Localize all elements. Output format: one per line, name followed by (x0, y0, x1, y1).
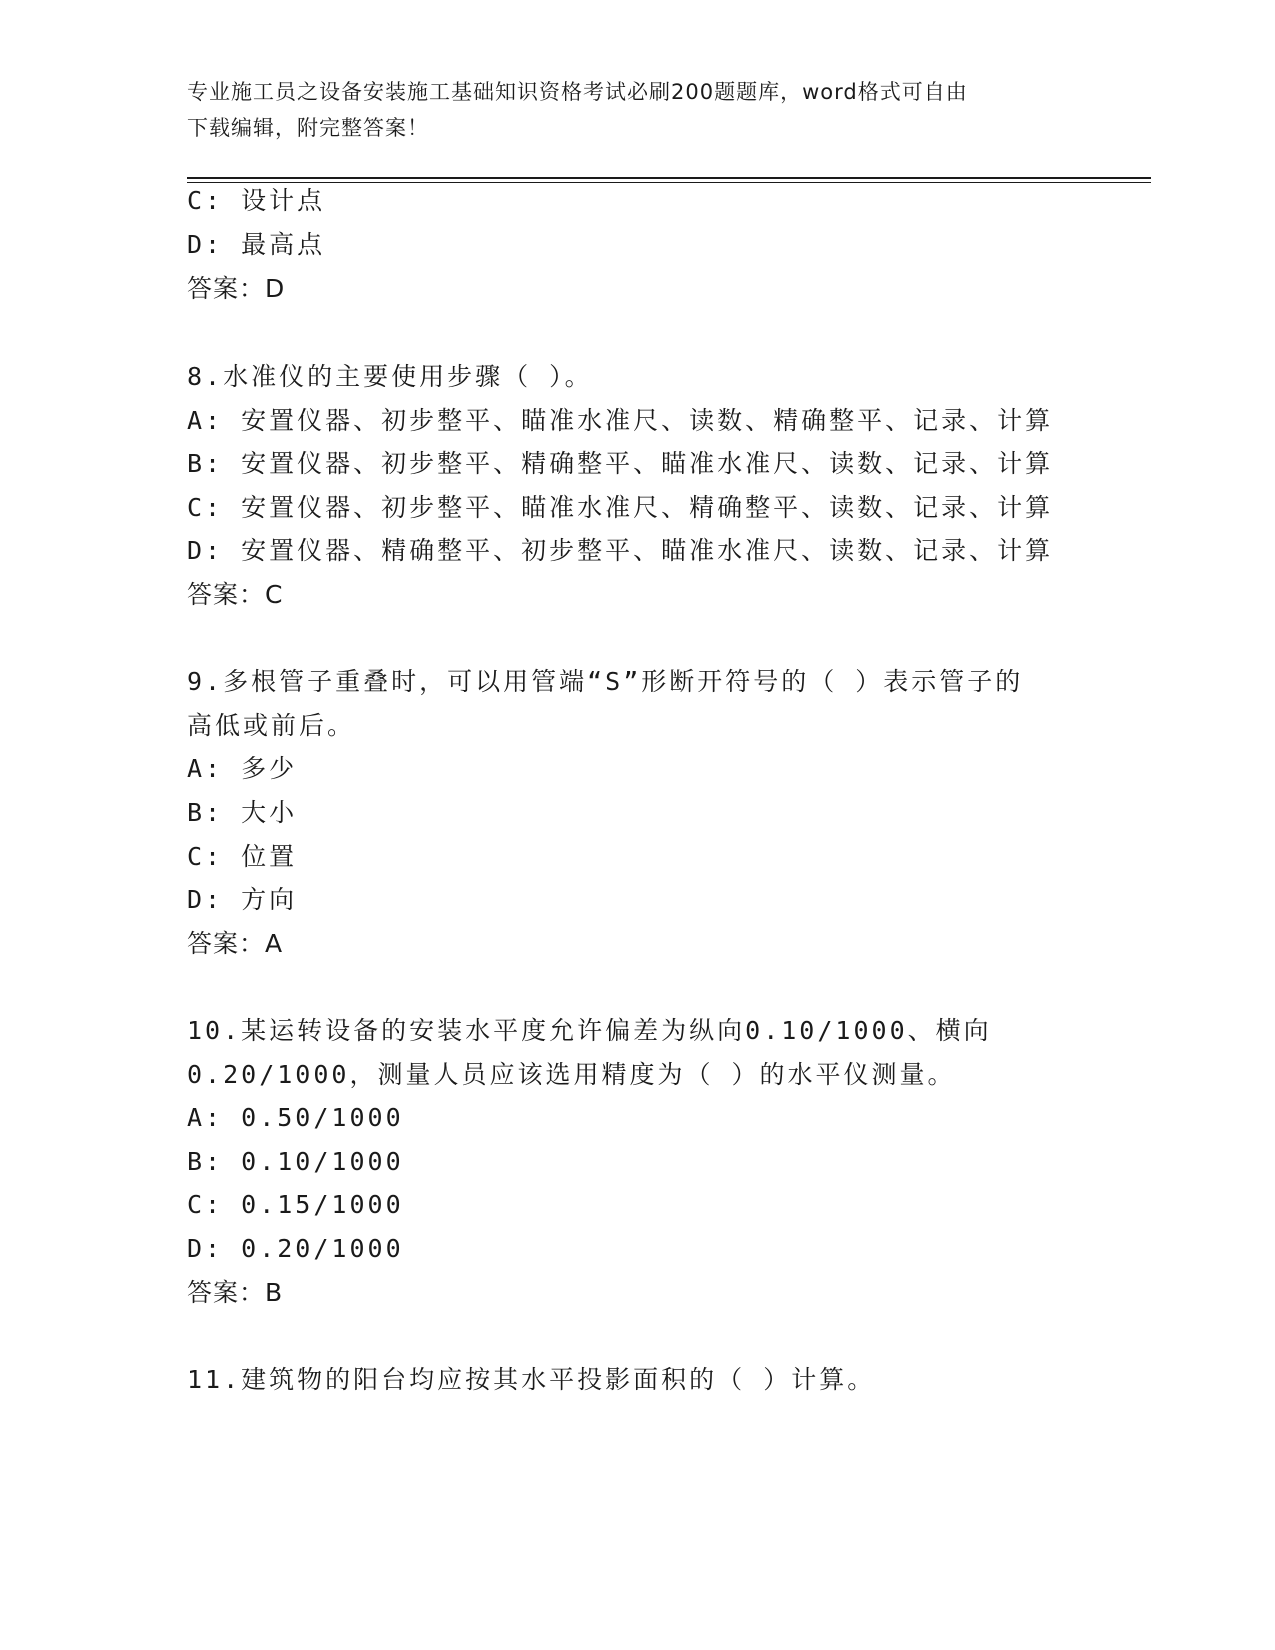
q10-option-b: B: 0.10/1000 (187, 1147, 404, 1176)
q9-option-a: A: 多少 (187, 754, 298, 783)
q9-option-c: C: 位置 (187, 842, 298, 871)
q11-stem: 11.建筑物的阳台均应按其水平投影面积的（ ）计算。 (187, 1365, 876, 1394)
q10-option-a: A: 0.50/1000 (187, 1103, 404, 1132)
q10-answer: 答案：B (187, 1278, 284, 1307)
q10-option-d: D: 0.20/1000 (187, 1234, 404, 1263)
q8-option-a: A: 安置仪器、初步整平、瞄准水准尺、读数、精确整平、记录、计算 (187, 406, 1054, 435)
q8-option-d: D: 安置仪器、精确整平、初步整平、瞄准水准尺、读数、记录、计算 (187, 536, 1054, 565)
q9-option-d: D: 方向 (187, 885, 298, 914)
header-divider-thick (187, 177, 1151, 179)
q9-answer: 答案：A (187, 929, 284, 958)
q8-option-b: B: 安置仪器、初步整平、精确整平、瞄准水准尺、读数、记录、计算 (187, 449, 1054, 478)
document-header (187, 74, 1087, 146)
q7-option-c: C: 设计点 (187, 186, 326, 215)
header-divider-thin (187, 182, 1151, 183)
q9-stem-line-1: 9.多根管子重叠时，可以用管端“S”形断开符号的（ ）表示管子的 (187, 667, 1024, 696)
q9-option-b: B: 大小 (187, 798, 298, 827)
q8-answer: 答案：C (187, 580, 284, 609)
q7-answer: 答案：D (187, 274, 286, 303)
header-line-2: 下载编辑，附完整答案！ (187, 116, 429, 140)
q10-stem-line-2: 0.20/1000，测量人员应该选用精度为（ ）的水平仪测量。 (187, 1060, 956, 1089)
header-line-1: 专业施工员之设备安装施工基础知识资格考试必刷200题题库，word格式可自由 (187, 80, 968, 104)
q10-option-c: C: 0.15/1000 (187, 1190, 404, 1219)
q7-option-d: D: 最高点 (187, 230, 326, 259)
q9-stem-line-2: 高低或前后。 (187, 711, 356, 740)
q8-stem: 8.水准仪的主要使用步骤（ ）。 (187, 362, 593, 391)
q10-stem-line-1: 10.某运转设备的安装水平度允许偏差为纵向0.10/1000、横向 (187, 1016, 992, 1045)
q8-option-c: C: 安置仪器、初步整平、瞄准水准尺、精确整平、读数、记录、计算 (187, 493, 1054, 522)
